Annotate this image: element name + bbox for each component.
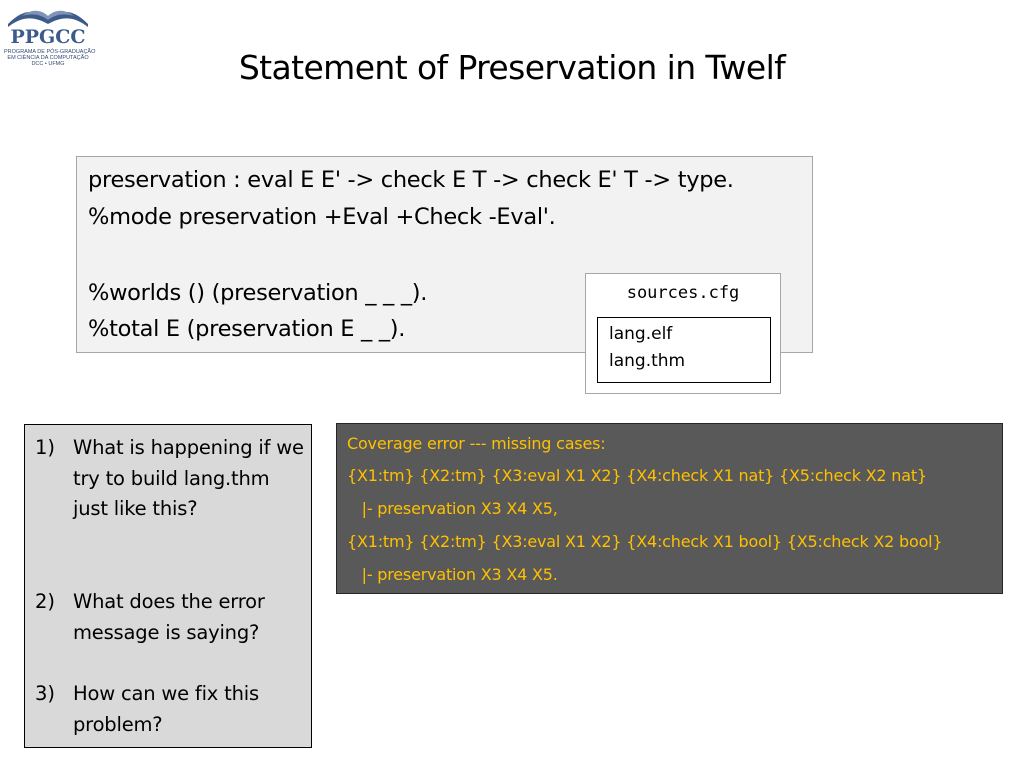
logo-subtitle-line: EM CIÊNCIA DA COMPUTAÇÃO [7,55,89,61]
config-filename: sources.cfg [626,283,740,303]
question-text: What is happening if we try to build lang.thm just like this? [73,436,304,520]
error-line: {X1:tm} {X2:tm} {X3:eval X1 X2} {X4:check X1 nat} {X5:check X2 nat} [347,466,927,485]
question-number: 3) [35,682,56,705]
logo-wings-icon [4,4,92,28]
code-line: preservation : eval E E' -> check E T -> check E' T -> type. [88,167,734,193]
sources-config-panel [585,273,781,394]
error-line: Coverage error --- missing cases: [347,434,606,453]
question-text: How can we fix this problem? [73,682,259,736]
error-line: |- preservation X3 X4 X5. [347,565,558,584]
logo-subtitle-line: DCC • UFMG [31,61,65,67]
config-file-list [597,317,771,383]
error-output-panel [336,423,1003,594]
code-line: %mode preservation +Eval +Check -Eval'. [88,204,556,230]
slide-title: Statement of Preservation in Twelf [238,48,786,87]
code-line: %worlds () (preservation _ _ _). [88,280,428,306]
question-number: 2) [35,590,56,613]
questions-panel [24,424,312,748]
error-line: |- preservation X3 X4 X5, [347,499,558,518]
config-file-item: lang.thm [609,351,686,371]
logo-subtitle-line: PROGRAMA DE PÓS-GRADUAÇÃO [4,49,96,55]
logo-name: PPGCC [10,26,86,48]
config-file-item: lang.elf [609,324,673,344]
question-number: 1) [35,436,56,459]
error-line: {X1:tm} {X2:tm} {X3:eval X1 X2} {X4:check X1 bool} {X5:check X2 bool} [347,532,943,551]
question-text: What does the error message is saying? [73,590,265,644]
code-line: %total E (preservation E _ _). [88,316,406,342]
